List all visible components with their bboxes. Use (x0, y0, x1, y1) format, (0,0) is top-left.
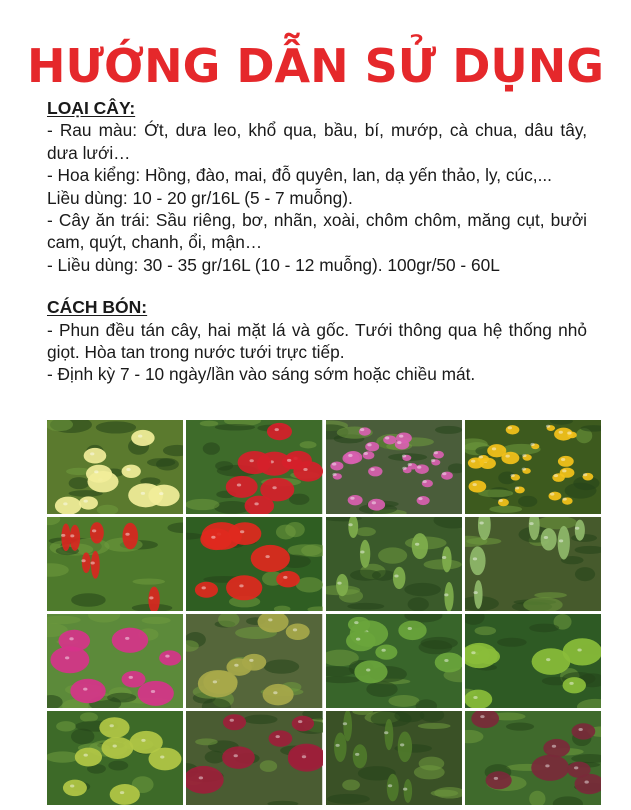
dragon-fruit-photo (47, 614, 183, 708)
plants-line: - Hoa kiểng: Hồng, đào, mai, đỗ quyên, lan, dạ yến thảo, ly, cúc,... (47, 165, 552, 186)
plants-heading: LOẠI CÂY: (47, 98, 136, 118)
method-line: - Định kỳ 7 - 10 ngày/lần vào sáng sớm hoặc chiều mát. (47, 364, 476, 385)
citrus-photo (47, 711, 183, 805)
durian-photo (186, 614, 322, 708)
method-line: - Phun đều tán cây, hai mặt lá và gốc. Tưới thông qua hệ thống nhỏ giọt. Hòa tan trong nước tưới trực tiếp. (47, 319, 587, 363)
gourd-trellis-photo (465, 517, 601, 611)
page-title: HƯỚNG DẪN SỬ DỤNG (26, 39, 605, 93)
instructions (47, 97, 587, 386)
plants-line: - Cây ăn trái: Sầu riêng, bơ, nhãn, xoài, chôm chôm, măng cụt, bưởi cam, quýt, chanh, ổi, mận… (47, 210, 587, 253)
passion-fruit-photo (465, 711, 601, 805)
plants-line: - Liều dùng: 30 - 35 gr/16L (10 - 12 muỗng). 100gr/50 - 60L (47, 254, 500, 275)
cucumber-photo (326, 517, 462, 611)
orchid-photo (47, 420, 183, 514)
plants-line: - Rau màu: Ớt, dưa leo, khổ qua, bầu, bí, mướp, cà chua, dâu tây, dưa lưới… (47, 120, 587, 163)
marigold-photo (465, 420, 601, 514)
tomato-photo (186, 517, 322, 611)
photo-grid (47, 420, 601, 805)
petunia-basket-photo (326, 420, 462, 514)
orange-tree-photo (465, 614, 601, 708)
rose-apple-photo (186, 711, 322, 805)
avocado-photo (326, 711, 462, 805)
chili-photo (47, 517, 183, 611)
method-heading: CÁCH BÓN: (47, 297, 148, 318)
plants-line: Liều dùng: 10 - 20 gr/16L (5 - 7 muỗng). (47, 187, 353, 208)
pomelo-photo (326, 614, 462, 708)
rose-photo (186, 420, 322, 514)
